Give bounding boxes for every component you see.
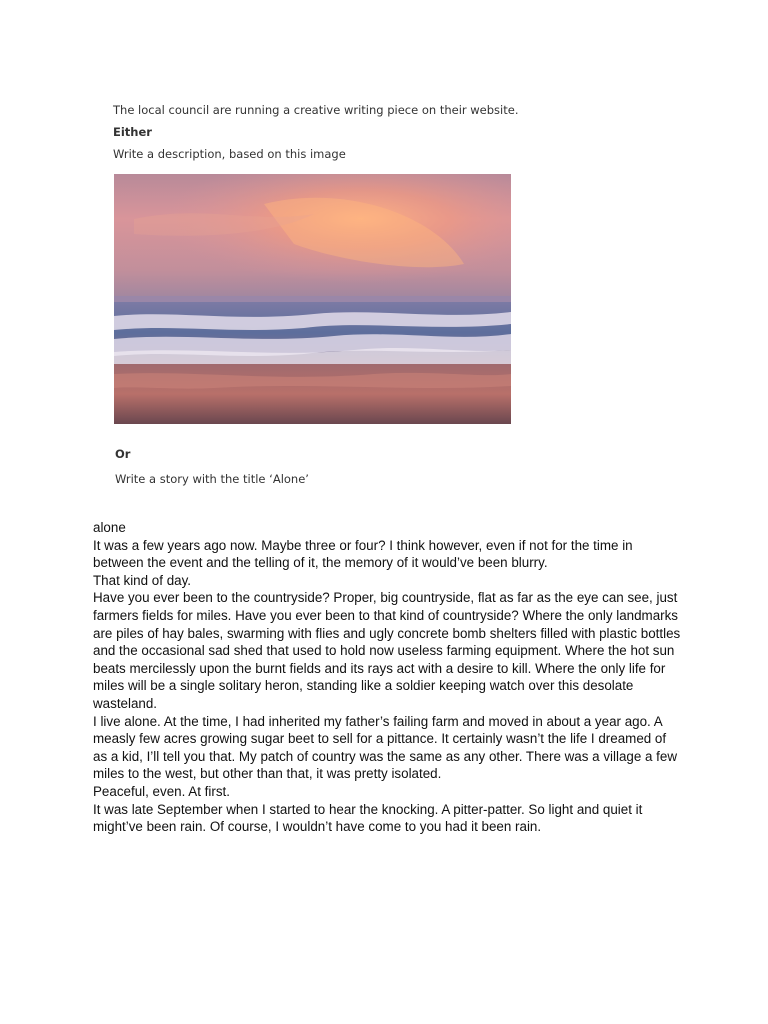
writing-prompt bbox=[113, 102, 533, 162]
story-paragraph: It was a few years ago now. Maybe three or four? I think however, even if not for the time in between the event and the telling of it, the memory of it would’ve been blurry. bbox=[93, 537, 633, 571]
story-paragraph: Peaceful, even. At first. bbox=[93, 783, 230, 799]
prompt-or-label: Or bbox=[115, 447, 131, 461]
story-paragraph: Have you ever been to the countryside? Proper, big countryside, flat as far as the eye can see, just farmers fields for miles. Have you ever been to that kind of countryside? Where the only landmarks are piles of hay bales, swarming with flies and ugly concrete bomb shelters filled with plastic bottles and the occasional sad shed that used to hold now useless farming equipment. Where the hot sun beats mercilessly upon the burnt fields and its rays act with a desire to kill. Where the only life for miles will be a single solitary heron, standing like a soldier keeping watch over this desolate wasteland. bbox=[93, 590, 681, 711]
prompt-either-label: Either bbox=[113, 125, 152, 139]
story-body bbox=[93, 519, 683, 836]
prompt-either-text: Write a description, based on this image bbox=[113, 147, 346, 161]
story-paragraph: I live alone. At the time, I had inherited my father’s failing farm and moved in about a year ago. A measly few acres growing sugar beet to sell for a pittance. It certainly wasn’t the life I dreamed of as a kid, I’ll tell you that. My patch of country was the same as any other. There was a village a few miles to the west, but other than that, it was pretty isolated. bbox=[93, 713, 678, 782]
story-paragraph: It was late September when I started to hear the knocking. A pitter-patter. So light and quiet it might’ve been rain. Of course, I wouldn’t have come to you had it been rain. bbox=[93, 801, 643, 835]
story-title: alone bbox=[93, 520, 126, 535]
prompt-or-text: Write a story with the title ‘Alone’ bbox=[115, 472, 309, 486]
story-paragraph: That kind of day. bbox=[93, 572, 192, 588]
sunset-seascape-photo bbox=[114, 174, 511, 424]
prompt-intro: The local council are running a creative writing piece on their website. bbox=[113, 103, 519, 117]
